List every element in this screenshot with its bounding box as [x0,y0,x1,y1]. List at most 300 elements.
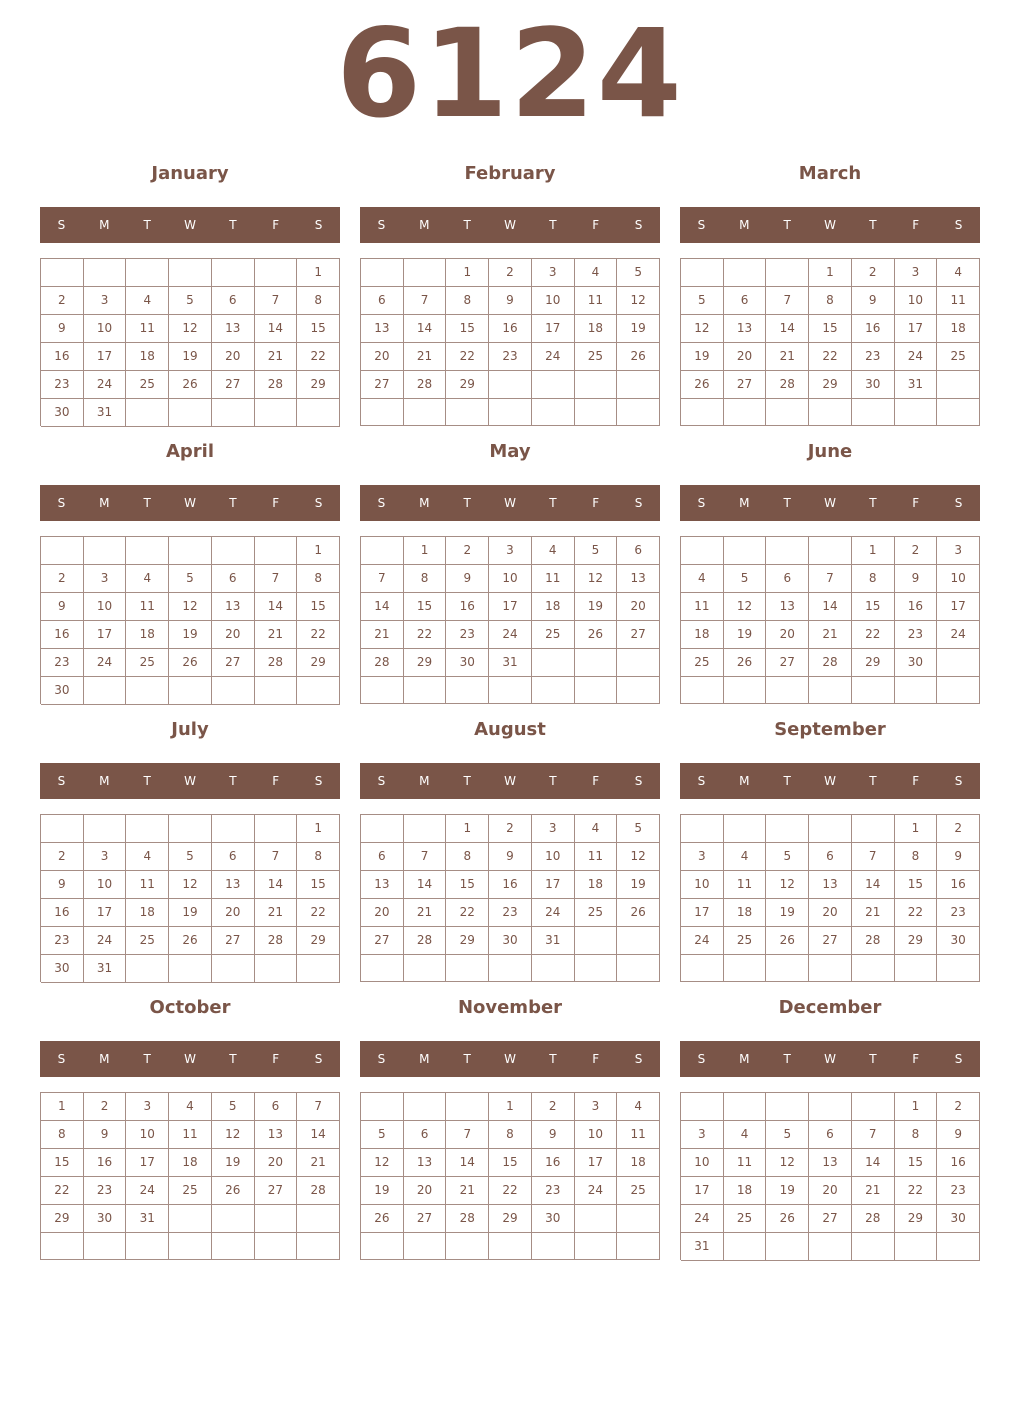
day-cell: 7 [255,565,298,593]
weekday-label: M [739,218,750,232]
empty-cell [937,649,980,677]
day-cell: 4 [126,843,169,871]
month-name: April [165,441,215,462]
day-cell: 8 [41,1121,84,1149]
day-cell: 2 [532,1093,575,1121]
day-cell: 24 [489,621,532,649]
day-cell: 21 [404,899,447,927]
day-cell: 19 [766,899,809,927]
day-cell: 2 [937,815,980,843]
empty-cell [766,259,809,287]
day-grid [360,258,660,426]
day-cell: 20 [361,899,404,927]
weekday-label: S [314,496,323,510]
weekday-label: S [697,218,706,232]
day-cell: 3 [895,259,938,287]
day-cell: 13 [361,315,404,343]
empty-cell [766,1093,809,1121]
day-cell: 29 [895,1205,938,1233]
empty-cell [575,399,618,426]
empty-cell [809,677,852,704]
day-cell: 4 [724,1121,767,1149]
day-cell: 1 [852,537,895,565]
day-cell: 18 [532,593,575,621]
day-cell: 1 [404,537,447,565]
day-cell: 23 [41,649,84,677]
day-cell: 2 [41,565,84,593]
day-cell: 22 [297,621,340,649]
day-cell: 9 [41,593,84,621]
empty-cell [169,955,212,983]
year-title: 6124 [336,3,684,145]
day-cell: 13 [617,565,660,593]
day-cell: 8 [404,565,447,593]
weekday-label: T [229,774,237,788]
day-cell: 22 [809,343,852,371]
day-cell: 19 [212,1149,255,1177]
day-cell: 6 [809,843,852,871]
empty-cell [297,1205,340,1233]
empty-cell [126,955,169,983]
day-cell: 29 [404,649,447,677]
weekday-label: T [783,218,791,232]
empty-cell [766,815,809,843]
day-cell: 19 [575,593,618,621]
day-cell: 7 [446,1121,489,1149]
day-cell: 5 [169,843,212,871]
day-cell: 16 [84,1149,127,1177]
month-name: June [807,441,853,462]
empty-cell [809,399,852,426]
empty-cell [126,399,169,427]
empty-cell [212,1205,255,1233]
day-cell: 10 [489,565,532,593]
day-cell: 21 [809,621,852,649]
weekday-label: M [99,774,110,788]
empty-cell [84,537,127,565]
day-cell: 7 [766,287,809,315]
day-cell: 21 [766,343,809,371]
day-cell: 19 [169,899,212,927]
empty-cell [255,955,298,983]
empty-cell [404,1233,447,1260]
day-cell: 28 [852,927,895,955]
day-cell: 17 [681,899,724,927]
weekday-label: T [143,774,151,788]
empty-cell [617,399,660,426]
day-cell: 24 [681,927,724,955]
weekday-label: T [229,496,237,510]
day-cell: 23 [852,343,895,371]
day-cell: 12 [681,315,724,343]
weekday-label: S [954,218,963,232]
weekday-label: W [184,774,196,788]
day-cell: 18 [724,1177,767,1205]
day-cell: 20 [766,621,809,649]
day-cell: 18 [724,899,767,927]
empty-cell [809,1093,852,1121]
weekday-label: W [824,774,836,788]
day-cell: 10 [532,287,575,315]
weekday-label: S [57,1052,66,1066]
day-cell: 12 [724,593,767,621]
day-cell: 22 [446,899,489,927]
day-cell: 31 [681,1233,724,1261]
weekday-header [680,485,980,521]
day-cell: 4 [575,259,618,287]
empty-cell [681,399,724,426]
weekday-label: M [739,496,750,510]
empty-cell [937,399,980,426]
weekday-label: W [184,218,196,232]
day-cell: 25 [724,1205,767,1233]
weekday-label: W [504,774,516,788]
day-cell: 30 [937,927,980,955]
empty-cell [361,955,404,982]
day-cell: 30 [532,1205,575,1233]
day-cell: 5 [766,843,809,871]
day-cell: 18 [126,621,169,649]
day-cell: 3 [532,259,575,287]
weekday-label: W [824,218,836,232]
day-cell: 24 [532,899,575,927]
day-cell: 16 [41,621,84,649]
weekday-label: M [99,496,110,510]
weekday-label: F [592,496,600,510]
day-cell: 26 [617,343,660,371]
empty-cell [255,399,298,427]
day-cell: 28 [404,371,447,399]
weekday-label: F [272,218,280,232]
weekday-header [360,1041,660,1077]
day-cell: 4 [617,1093,660,1121]
weekday-label: T [783,1052,791,1066]
day-cell: 12 [766,871,809,899]
weekday-label: M [419,496,430,510]
day-cell: 22 [297,343,340,371]
day-cell: 12 [169,315,212,343]
day-cell: 4 [724,843,767,871]
empty-cell [169,259,212,287]
empty-cell [575,677,618,704]
weekday-label: T [143,218,151,232]
month-name: December [778,997,882,1018]
empty-cell [126,677,169,705]
day-cell: 7 [361,565,404,593]
day-cell: 9 [41,871,84,899]
day-cell: 12 [361,1149,404,1177]
day-cell: 1 [297,259,340,287]
day-cell: 14 [297,1121,340,1149]
day-cell: 22 [895,1177,938,1205]
day-cell: 10 [532,843,575,871]
day-cell: 25 [617,1177,660,1205]
day-cell: 5 [617,259,660,287]
day-cell: 9 [41,315,84,343]
day-cell: 15 [489,1149,532,1177]
weekday-label: S [697,496,706,510]
day-cell: 25 [532,621,575,649]
day-cell: 27 [766,649,809,677]
day-cell: 21 [255,621,298,649]
day-cell: 30 [895,649,938,677]
day-cell: 11 [126,593,169,621]
weekday-label: T [463,1052,471,1066]
day-cell: 11 [575,287,618,315]
empty-cell [809,815,852,843]
day-cell: 7 [852,843,895,871]
month-name: February [464,163,556,184]
month-name: May [489,441,531,462]
empty-cell [766,955,809,982]
day-cell: 28 [852,1205,895,1233]
weekday-label: W [824,496,836,510]
empty-cell [724,537,767,565]
weekday-header [40,763,340,799]
day-cell: 13 [809,871,852,899]
weekday-label: T [783,774,791,788]
day-cell: 11 [126,871,169,899]
empty-cell [404,677,447,704]
day-cell: 5 [212,1093,255,1121]
day-cell: 18 [575,871,618,899]
day-cell: 10 [84,315,127,343]
day-cell: 1 [895,815,938,843]
day-cell: 23 [895,621,938,649]
day-cell: 26 [724,649,767,677]
day-cell: 12 [169,593,212,621]
day-cell: 4 [681,565,724,593]
day-cell: 4 [169,1093,212,1121]
day-cell: 15 [895,1149,938,1177]
empty-cell [681,1093,724,1121]
empty-cell [212,955,255,983]
day-cell: 6 [724,287,767,315]
empty-cell [489,1233,532,1260]
weekday-label: W [824,1052,836,1066]
day-cell: 22 [41,1177,84,1205]
empty-cell [404,1093,447,1121]
empty-cell [361,1233,404,1260]
day-cell: 30 [937,1205,980,1233]
empty-cell [361,399,404,426]
day-cell: 20 [724,343,767,371]
day-cell: 3 [575,1093,618,1121]
weekday-label: T [549,218,557,232]
day-cell: 15 [41,1149,84,1177]
weekday-label: S [377,1052,386,1066]
day-cell: 17 [681,1177,724,1205]
empty-cell [724,1233,767,1261]
day-cell: 15 [809,315,852,343]
day-grid [40,814,340,982]
day-cell: 29 [446,371,489,399]
empty-cell [937,1233,980,1261]
day-cell: 30 [41,399,84,427]
empty-cell [446,1233,489,1260]
empty-cell [681,677,724,704]
day-cell: 2 [895,537,938,565]
day-cell: 8 [895,843,938,871]
day-cell: 14 [809,593,852,621]
day-cell: 7 [404,843,447,871]
day-cell: 26 [169,927,212,955]
day-cell: 23 [937,1177,980,1205]
empty-cell [169,399,212,427]
day-cell: 11 [617,1121,660,1149]
day-cell: 17 [84,899,127,927]
weekday-label: T [143,1052,151,1066]
weekday-label: F [912,774,920,788]
day-cell: 3 [681,843,724,871]
day-cell: 9 [489,287,532,315]
empty-cell [212,1233,255,1260]
weekday-label: W [504,496,516,510]
empty-cell [255,815,298,843]
empty-cell [446,955,489,982]
day-cell: 23 [84,1177,127,1205]
day-cell: 17 [532,871,575,899]
day-cell: 28 [255,371,298,399]
day-cell: 6 [404,1121,447,1149]
day-cell: 10 [895,287,938,315]
empty-cell [617,927,660,955]
day-cell: 10 [575,1121,618,1149]
day-cell: 9 [84,1121,127,1149]
day-cell: 3 [532,815,575,843]
day-cell: 25 [169,1177,212,1205]
day-cell: 2 [41,843,84,871]
weekday-label: M [419,774,430,788]
day-cell: 2 [446,537,489,565]
day-cell: 22 [297,899,340,927]
weekday-label: F [272,774,280,788]
empty-cell [212,259,255,287]
day-cell: 14 [255,871,298,899]
day-cell: 15 [852,593,895,621]
day-cell: 15 [895,871,938,899]
day-cell: 20 [809,899,852,927]
day-cell: 31 [126,1205,169,1233]
empty-cell [532,649,575,677]
day-cell: 29 [297,371,340,399]
empty-cell [809,955,852,982]
day-cell: 8 [852,565,895,593]
day-cell: 5 [724,565,767,593]
day-cell: 4 [126,287,169,315]
weekday-label: M [99,1052,110,1066]
empty-cell [852,1233,895,1261]
weekday-header [680,1041,980,1077]
day-cell: 14 [446,1149,489,1177]
day-cell: 3 [489,537,532,565]
empty-cell [297,1233,340,1260]
day-cell: 3 [937,537,980,565]
empty-cell [617,955,660,982]
day-cell: 14 [255,315,298,343]
weekday-label: F [912,218,920,232]
day-cell: 9 [532,1121,575,1149]
empty-cell [937,955,980,982]
day-cell: 20 [255,1149,298,1177]
day-cell: 29 [895,927,938,955]
empty-cell [169,1205,212,1233]
day-cell: 11 [937,287,980,315]
empty-cell [937,677,980,704]
empty-cell [126,815,169,843]
day-cell: 19 [681,343,724,371]
day-cell: 14 [404,871,447,899]
weekday-label: T [869,1052,877,1066]
empty-cell [617,677,660,704]
weekday-header [40,1041,340,1077]
empty-cell [446,677,489,704]
day-grid [40,536,340,704]
day-cell: 23 [489,343,532,371]
weekday-label: T [463,774,471,788]
empty-cell [41,537,84,565]
day-cell: 16 [937,1149,980,1177]
day-cell: 17 [532,315,575,343]
day-cell: 2 [489,259,532,287]
month-name: January [151,163,229,184]
empty-cell [446,399,489,426]
day-cell: 31 [84,399,127,427]
empty-cell [212,399,255,427]
empty-cell [169,1233,212,1260]
empty-cell [724,399,767,426]
day-cell: 21 [446,1177,489,1205]
empty-cell [681,259,724,287]
day-cell: 20 [809,1177,852,1205]
day-grid [40,1092,340,1260]
empty-cell [41,259,84,287]
day-cell: 30 [446,649,489,677]
day-cell: 13 [404,1149,447,1177]
weekday-label: S [954,774,963,788]
day-cell: 20 [617,593,660,621]
day-cell: 29 [809,371,852,399]
day-cell: 8 [446,843,489,871]
day-cell: 8 [297,843,340,871]
weekday-label: M [419,1052,430,1066]
day-cell: 26 [169,371,212,399]
day-cell: 10 [84,593,127,621]
empty-cell [126,537,169,565]
weekday-label: F [912,1052,920,1066]
day-cell: 9 [489,843,532,871]
day-cell: 24 [575,1177,618,1205]
empty-cell [575,927,618,955]
day-cell: 27 [361,927,404,955]
empty-cell [766,1233,809,1261]
day-cell: 29 [297,649,340,677]
day-cell: 6 [617,537,660,565]
day-cell: 21 [361,621,404,649]
day-cell: 3 [126,1093,169,1121]
day-cell: 20 [361,343,404,371]
day-cell: 5 [361,1121,404,1149]
day-grid [360,536,660,704]
weekday-label: M [419,218,430,232]
weekday-label: S [634,496,643,510]
empty-cell [84,1233,127,1260]
empty-cell [766,399,809,426]
day-cell: 25 [126,927,169,955]
empty-cell [255,259,298,287]
day-cell: 30 [41,677,84,705]
day-cell: 23 [41,927,84,955]
